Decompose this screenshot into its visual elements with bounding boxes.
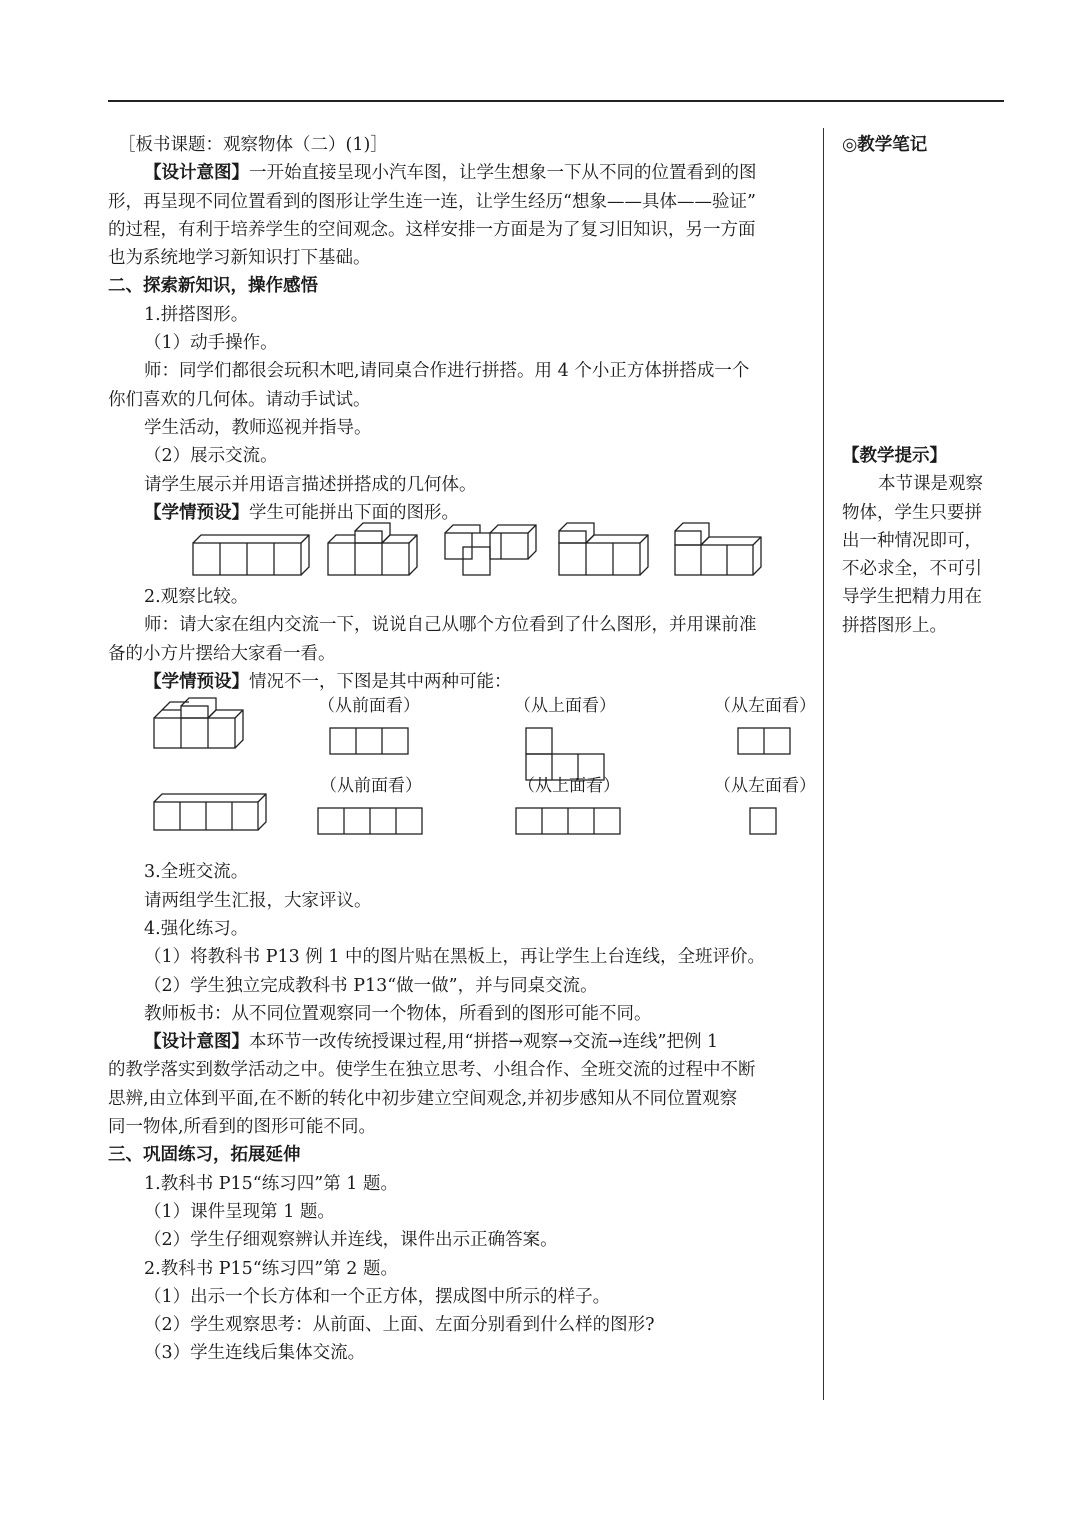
step-1-2: （2）展示交流。 <box>144 446 278 467</box>
design-intent-1-line: 也为系统地学习新知识打下基础。 <box>108 248 371 269</box>
tips-line: 出一种情况即可， <box>842 530 982 551</box>
preset-1: 【学情预设】学生可能拼出下面的图形。 <box>144 502 459 523</box>
top-rule <box>108 100 1004 102</box>
design-intent-2-line: 的教学落实到数学活动之中。使学生在独立思考、小组合作、全班交流的过程中不断 <box>108 1060 756 1081</box>
view-label-front-2: （从前面看） <box>320 776 422 797</box>
step-1: 1.拼搭图形。 <box>144 304 249 325</box>
activity-line: 学生活动，教师巡视并指导。 <box>144 417 372 438</box>
step-3: 3.全班交流。 <box>144 862 249 883</box>
design-intent-1: 【设计意图】一开始直接呈现小汽车图，让学生想象一下从不同的位置看到的图 <box>144 163 757 184</box>
tips-line: 导学生把精力用在 <box>842 587 982 608</box>
arrangement-1-drawing <box>108 527 808 583</box>
design-intent-2: 【设计意图】本环节一改传统授课过程,用“拼搭→观察→交流→连线”把例 1 <box>144 1032 719 1053</box>
view-label-front-1: （从前面看） <box>318 696 420 717</box>
view-label-top-2: （从上面看） <box>518 776 620 797</box>
teacher-line-2: 师：请大家在组内交流一下，说说自己从哪个方位看到了什么图形，并用课前准 <box>144 615 757 636</box>
exercise-item: （1）课件呈现第 1 题。 <box>144 1201 335 1222</box>
step-4: 4.强化练习。 <box>144 918 249 939</box>
column-divider <box>823 128 824 1400</box>
view-label-top-1: （从上面看） <box>514 696 616 717</box>
notes-title: ◎教学笔记 <box>842 135 928 155</box>
section-3-heading: 三、巩固练习，拓展延伸 <box>108 1145 301 1166</box>
step-2: 2.观察比较。 <box>144 587 249 608</box>
teacher-line: 师：同学们都很会玩积木吧,请同桌合作进行拼搭。用 4 个小正方体拼搭成一个 <box>144 361 750 382</box>
design-intent-1-line: 形，再呈现不同位置看到的图形让学生连一连，让学生经历“想象——具体——验证” <box>108 191 756 212</box>
tips-line: 本节课是观察 <box>878 474 983 495</box>
view-label-left-2: （从左面看） <box>714 776 816 797</box>
views-figure-2 <box>108 776 816 858</box>
report-line: 请两组学生汇报，大家评议。 <box>144 890 372 911</box>
views-figure-1-drawing <box>108 696 808 786</box>
board-note: 教师板书：从不同位置观察同一个物体，所看到的图形可能不同。 <box>144 1003 652 1024</box>
section-2-heading: 二、探索新知识，操作感悟 <box>108 276 318 297</box>
tips-title: 【教学提示】 <box>842 446 947 466</box>
step-4-2: （2）学生独立完成教科书 P13“做一做”，并与同桌交流。 <box>144 975 598 996</box>
main-column <box>108 131 816 1368</box>
preset-2: 【学情预设】情况不一，下图是其中两种可能： <box>144 672 512 693</box>
design-intent-tag: 【设计意图】 <box>144 163 249 184</box>
step-4-1: （1）将教科书 P13 例 1 中的图片贴在黑板上，再让学生上台连线，全班评价。 <box>144 947 766 968</box>
teaching-notes <box>842 131 1012 159</box>
design-intent-2-line: 思辨,由立体到平面,在不断的转化中初步建立空间观念,并初步感知从不同位置观察 <box>108 1088 738 1109</box>
teacher-line-cont: 你们喜欢的几何体。请动手试试。 <box>108 389 371 410</box>
design-intent-2-line: 同一物体,所看到的图形可能不同。 <box>108 1117 377 1138</box>
exercise-item: 2.教科书 P15“练习四”第 2 题。 <box>144 1258 398 1279</box>
exercise-item: 1.教科书 P15“练习四”第 1 题。 <box>144 1173 398 1194</box>
exercise-item: （2）学生观察思考：从前面、上面、左面分别看到什么样的图形? <box>144 1315 655 1336</box>
teaching-tips <box>842 442 1012 640</box>
views-figure-1 <box>108 696 816 786</box>
board-title: ［板书课题：观察物体（二）(1)］ <box>118 135 388 155</box>
cube-arrangements-figure <box>108 527 808 583</box>
tips-line: 拼搭图形上。 <box>842 615 947 636</box>
teacher-line-2-cont: 备的小方片摆给大家看一看。 <box>108 643 336 664</box>
views-figure-2-drawing <box>108 786 808 858</box>
exercise-item: （3）学生连线后集体交流。 <box>144 1343 366 1364</box>
display-line: 请学生展示并用语言描述拼搭成的几何体。 <box>144 474 477 495</box>
exercise-item: （1）出示一个长方体和一个正方体，摆成图中所示的样子。 <box>144 1286 611 1307</box>
view-label-left-1: （从左面看） <box>714 696 816 717</box>
exercise-item: （2）学生仔细观察辨认并连线，课件出示正确答案。 <box>144 1230 558 1251</box>
tips-line: 物体，学生只要拼 <box>842 502 982 523</box>
step-1-1: （1）动手操作。 <box>144 333 278 354</box>
design-intent-1-line: 的过程，有利于培养学生的空间观念。这样安排一方面是为了复习旧知识，另一方面 <box>108 219 756 240</box>
tips-line: 不必求全，不可引 <box>842 559 982 580</box>
